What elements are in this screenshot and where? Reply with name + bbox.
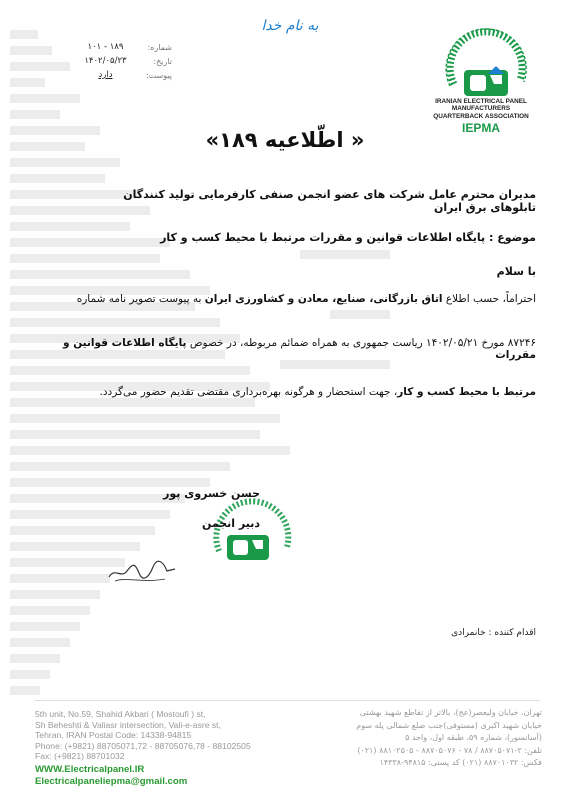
addressee: مدیران محترم عامل شرکت های عضو انجمن صنفی کارفرمایی تولید کنندگان تابلوهای برق ایران [123,188,536,214]
footer-contacts [35,764,285,788]
signatory-role: دبیر انجمن [201,517,260,530]
logo-line: IRANIAN ELECTRICAL PANEL [435,98,527,105]
email-link[interactable]: Electricalpaneliepma@gmail.com [35,776,188,787]
footer-en-line: Sh Beheshti & Valiasr intersection, Vali-e-asre st, [35,719,221,730]
footer-fa-line: فکس: ۸۸۷۰۱۰۳۲ (۰۲۱) کد پستی: ۹۴۸۱۵-۱۴۳۳۸ [379,758,542,768]
handwritten-signature-icon [105,553,180,585]
body-text-bold: مرتبط با محیط کسب و کار [397,386,536,398]
attachment-label: پیوست: [145,71,172,80]
announcement-title: « اطّلاعیه ۱۸۹» [205,128,365,152]
footer-fa-line: تلفن: ۲-۸۸۷۰۵۰۷۱ / ۷۸ - ۸۸۷۰۵۰۷۶ - ۸۸۱۰۲۵۰۵ (۰۲۱) [357,745,542,755]
logo-abbreviation: IEPMA [461,121,500,135]
footer-en-line: 5th unit, No.59, Shahid Akbari ( Mostoufi ) st, [35,709,206,719]
website-link[interactable]: WWW.Electricalpanel.IR [35,764,145,775]
body-line-1 [60,293,536,305]
action-by: اقدام کننده : خانمرادی [451,628,536,638]
footer-en-line: Phone: (+9821) 88705071,72 - 88705076,78 - 88102505 [35,740,251,751]
body-text: به پیوست تصویر نامه شماره [76,293,205,305]
body-text-bold: پایگاه اطلاعات قوانین و مقررات [63,337,536,361]
body-line-2 [60,337,536,361]
letter-date: ۱۴۰۲/۰۵/۲۳ [84,56,127,66]
number-label: شماره: [147,43,172,52]
footer-fa-line: خیابان شهید اکبری (مستوفی)جنب ضلع شمالی پله سوم [356,720,542,730]
footer-fa-line: تهران، خیابان ولیعصر(عج)، بالاتر از تقاطع شهید بهشتی [359,708,542,717]
footer-divider [35,700,540,701]
date-label: تاریخ: [153,57,172,66]
logo-caption [418,98,544,120]
meta-values [78,40,133,82]
iepma-logo-icon [436,22,536,102]
attachment-value: دارد [98,70,113,80]
body-text: ، جهت استحضار و هرگونه بهره‌برداری مقتضی تقدیم حضور می‌گردد. [99,386,398,398]
footer-address-fa [330,707,542,770]
body-text: احتراماً، حسب اطلاع [442,293,536,305]
footer-address-en [35,709,285,762]
meta-labels [132,41,172,83]
subject-line: موضوع : پایگاه اطلاعات قوانین و مقررات مرتبط با محیط کسب و کار [160,231,536,244]
logo-line: QUARTERBACK ASSOCIATION [433,112,529,120]
basmala: به نام خدا [261,18,319,34]
body-text: ۸۷۲۴۶ مورخ ۱۴۰۲/۰۵/۲۱ ریاست جمهوری به همراه ضمائم مربوطه، در خصوص [186,337,536,349]
body-text-bold: اتاق بازرگانی، صنایع، معادن و کشاورزی ایران [204,293,443,305]
logo-line: MANUFACTURERS [451,105,511,113]
letter-number: ۱۸۹ - ۱۰۱ [87,42,124,52]
body-line-3 [60,386,536,398]
footer-en-line: Tehran, IRAN Postal Code: 14338-94815 [35,730,192,740]
footer-en-line: Fax: (+9821) 88701032 [35,751,125,761]
footer-fa-line: (آسانسور)، شماره ۵۹، طبقه اول، واحد ۵ [405,733,542,743]
signatory-name: حسن خسروی پور [163,487,260,500]
greeting: با سلام [496,265,536,278]
